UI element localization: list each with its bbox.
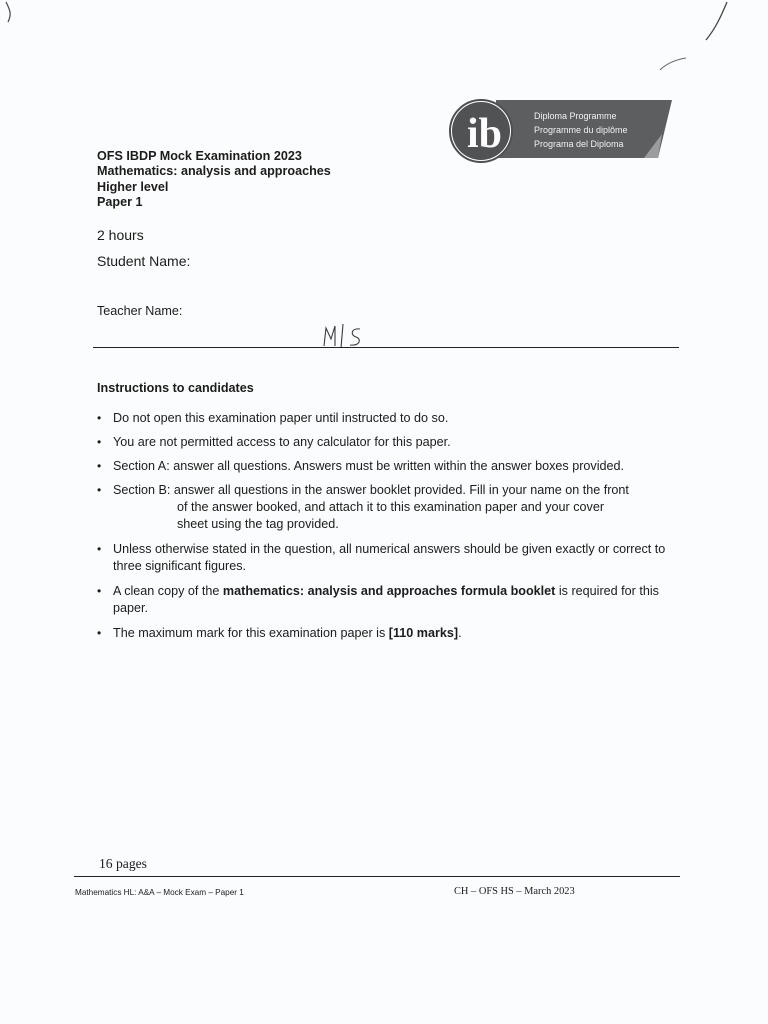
teacher-name-label: Teacher Name: [97, 304, 183, 318]
subject-title: Mathematics: analysis and approaches [97, 164, 331, 179]
max-marks: [110 marks] [388, 626, 459, 640]
logo-line-1: Diploma Programme [534, 111, 617, 121]
paper-label: Paper 1 [97, 195, 143, 210]
logo-line-3: Programa del Diploma [534, 139, 624, 149]
ib-logo-mark: ib [467, 111, 503, 157]
instruction-item: • The maximum mark for this examination paper is [110 marks]. [97, 625, 679, 642]
instruction-item: • Do not open this examination paper until instructed to do so. [97, 410, 679, 427]
ib-logo [448, 96, 674, 166]
teacher-handwritten-initials [318, 320, 368, 350]
footer-right: CH – OFS HS – March 2023 [454, 886, 575, 897]
header-divider [93, 347, 679, 348]
footer-left: Mathematics HL: A&A – Mock Exam – Paper 1 [75, 888, 244, 897]
level-label: Higher level [97, 179, 169, 194]
exam-title: OFS IBDP Mock Examination 2023 [97, 149, 302, 163]
instruction-item: • A clean copy of the mathematics: analysis and approaches formula booklet is required for this paper. [97, 583, 679, 617]
formula-booklet-name: mathematics: analysis and approaches formula booklet [222, 584, 556, 598]
instruction-item: • Section B: answer all questions in the answer booklet provided. Fill in your name on the front of the answer booked, and attach it to this examination paper and your cover sheet using the tag provided. [97, 482, 679, 533]
student-name-label: Student Name: [97, 253, 191, 269]
instruction-item: • Section A: answer all questions. Answers must be written within the answer boxes provided. [97, 458, 679, 475]
instruction-item: • Unless otherwise stated in the question, all numerical answers should be given exactly or correct to three significant figures. [97, 541, 679, 575]
instructions-title: Instructions to candidates [97, 381, 254, 395]
page-count: 16 pages [99, 856, 147, 871]
duration-label: 2 hours [97, 227, 144, 243]
instructions-list [97, 410, 679, 648]
instruction-item: • You are not permitted access to any calculator for this paper. [97, 434, 679, 451]
footer-divider [74, 876, 680, 877]
logo-line-2: Programme du diplôme [534, 125, 628, 135]
exam-header [97, 149, 417, 211]
